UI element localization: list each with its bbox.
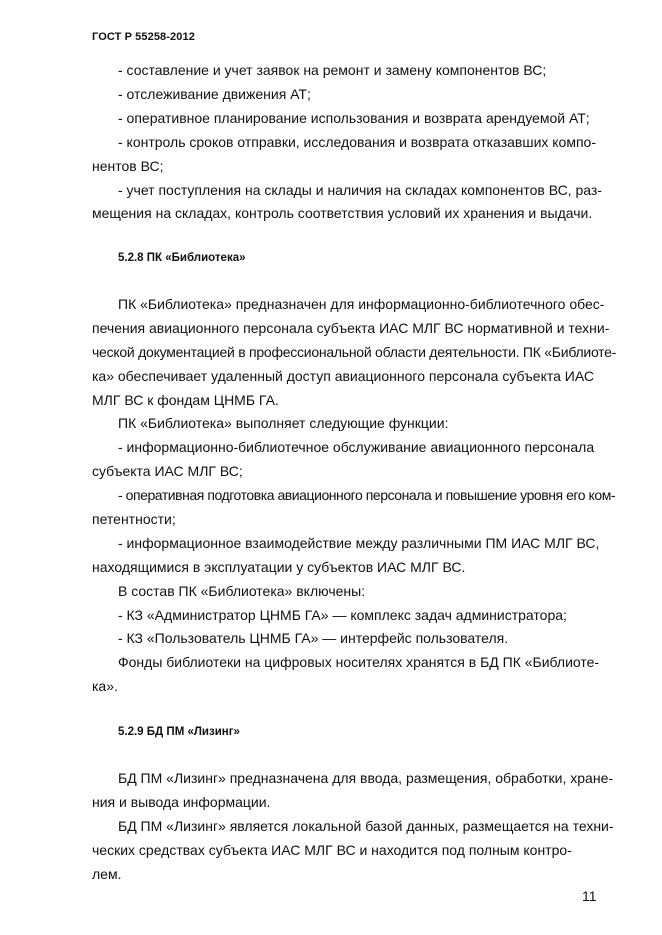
text-line: ПК «Библиотека» выполняет следующие функции: xyxy=(118,415,449,431)
text-line: субъекта ИАС МЛГ ВС; xyxy=(92,463,243,479)
text-line: - учет поступления на склады и наличия на складах компонентов ВС, раз- xyxy=(118,182,602,198)
text-line: - контроль сроков отправки, исследования и возврата отказавших компо- xyxy=(118,134,596,150)
text-line: - информационное взаимодействие между различными ПМ ИАС МЛГ ВС, xyxy=(118,535,600,551)
text-line: - оперативное планирование использования и возврата арендуемой АТ; xyxy=(118,110,590,126)
page-number: 11 xyxy=(582,888,597,904)
text-line: ка» обеспечивает удаленный доступ авиационного персонала субъекта ИАС xyxy=(92,368,595,384)
text-line: ния и вывода информации. xyxy=(92,794,271,810)
text-line: - КЗ «Пользователь ЦНМБ ГА» — интерфейс пользователя. xyxy=(118,630,509,646)
text-line: нентов ВС; xyxy=(92,158,164,174)
document-header: ГОСТ Р 55258-2012 xyxy=(92,31,195,43)
text-line: находящимися в эксплуатации у субъектов ИАС МЛГ ВС. xyxy=(92,559,466,575)
text-line: лем. xyxy=(92,866,122,882)
section-heading: 5.2.8 ПК «Библиотека» xyxy=(118,252,246,264)
text-line: - оперативная подготовка авиационного персонала и повышение уровня его ком- xyxy=(118,487,616,503)
text-line: БД ПМ «Лизинг» предназначена для ввода, размещения, обработки, хране- xyxy=(118,770,614,786)
text-line: - информационно-библиотечное обслуживание авиационного персонала xyxy=(118,439,595,455)
text-line: - отслеживание движения АТ; xyxy=(118,86,311,102)
text-line: мещения на складах, контроль соответствия условий их хранения и выдачи. xyxy=(92,205,593,221)
text-line: В состав ПК «Библиотека» включены: xyxy=(118,583,366,599)
text-line: ПК «Библиотека» предназначен для информационно-библиотечного обес- xyxy=(118,296,605,312)
text-line: печения авиационного персонала субъекта ИАС МЛГ ВС нормативной и техни- xyxy=(92,320,610,336)
text-line: ка». xyxy=(92,678,118,694)
text-line: петентности; xyxy=(92,511,176,527)
section-heading: 5.2.9 БД ПМ «Лизинг» xyxy=(118,726,240,738)
text-line: - КЗ «Администратор ЦНМБ ГА» — комплекс задач администратора; xyxy=(118,607,567,623)
text-line: ческих средствах субъекта ИАС МЛГ ВС и находится под полным контро- xyxy=(92,842,572,858)
text-line: - составление и учет заявок на ремонт и замену компонентов ВС; xyxy=(118,62,547,78)
text-line: Фонды библиотеки на цифровых носителях хранятся в БД ПК «Библиоте- xyxy=(118,654,600,670)
text-line: ческой документацией в профессиональной области деятельности. ПК «Библиоте- xyxy=(92,344,617,360)
text-line: БД ПМ «Лизинг» является локальной базой данных, размещается на техни- xyxy=(118,818,614,834)
text-line: МЛГ ВС к фондам ЦНМБ ГА. xyxy=(92,392,279,408)
